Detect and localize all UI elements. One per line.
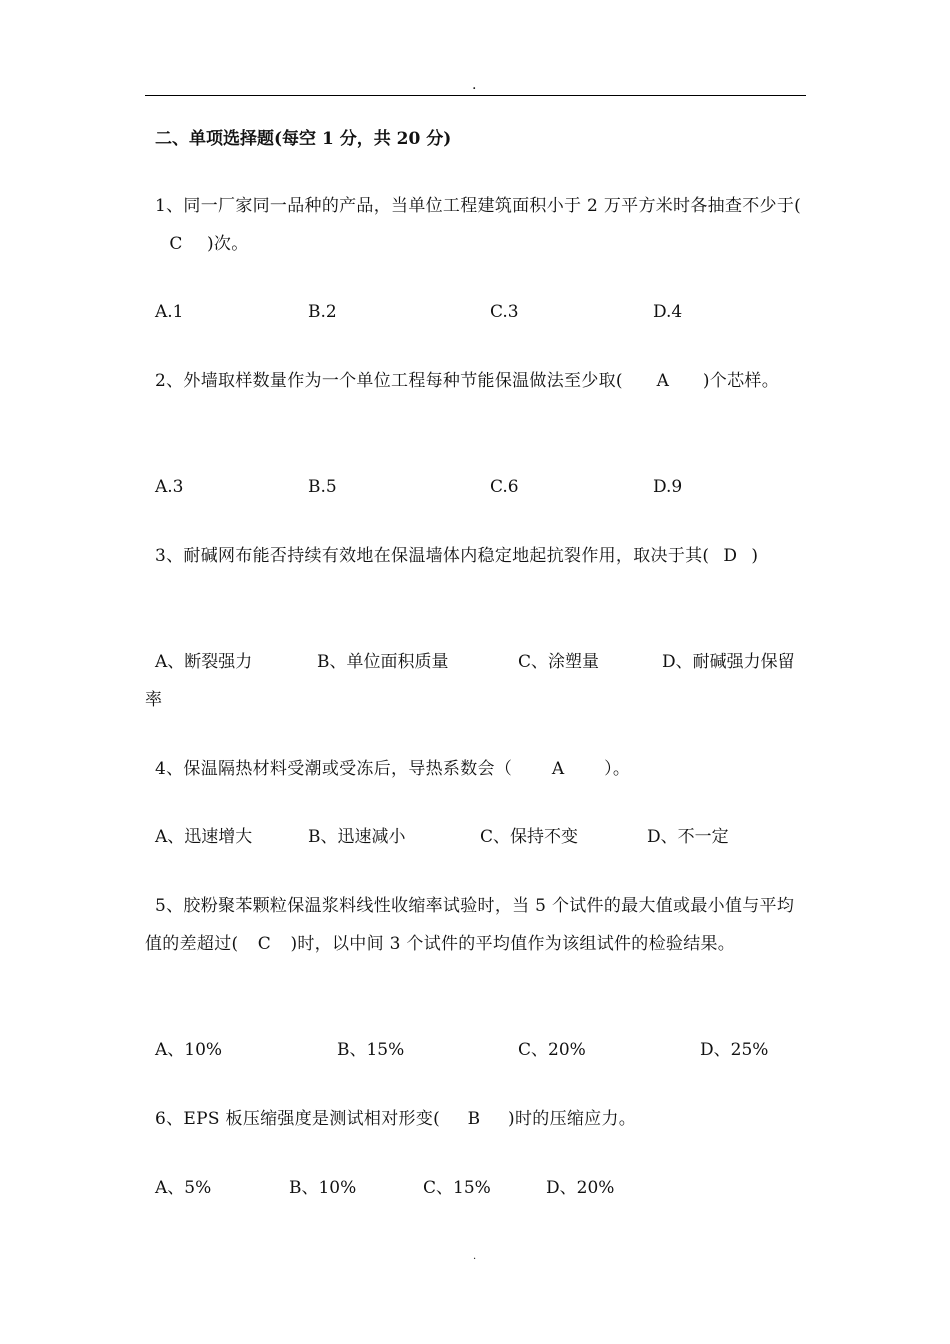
question-5 [145,887,807,963]
question-5-options [145,1031,807,1069]
option-b: B.2 [308,302,337,322]
option-c: C、保持不变 [480,827,579,847]
question-1 [145,187,807,263]
option-d: D、20% [546,1178,615,1198]
question-6-options [145,1169,807,1207]
question-4-answer: A [551,759,565,779]
option-a: A、10% [155,1040,223,1060]
option-c: C、15% [423,1178,491,1198]
option-d: D.4 [653,302,683,322]
question-6-answer: B [467,1109,481,1129]
option-c: C.3 [490,302,519,322]
question-5-stem: 5、胶粉聚苯颗粒保温浆料线性收缩率试验时，当 5 个试件的最大值或最小值与平均值的差超过( [145,896,795,954]
option-b: B、10% [289,1178,357,1198]
question-5-stem-end: )时，以中间 3 个试件的平均值作为该组试件的检验结果。 [290,934,736,954]
question-6-stem: 6、EPS 板压缩强度是测试相对形变( [155,1109,441,1129]
question-1-stem: 1、同一厂家同一品种的产品，当单位工程建筑面积小于 2 万平方米时各抽查不少于( [155,196,802,216]
question-1-stem-end: )次。 [207,234,249,254]
question-5-answer: C [257,934,272,954]
option-b: B.5 [308,477,337,497]
option-b: B、单位面积质量 [317,652,449,672]
option-a: A、断裂强力 [155,652,253,672]
question-2-stem: 2、外墙取样数量作为一个单位工程每种节能保温做法至少取( [155,371,623,391]
question-3-options [145,643,807,681]
option-c: C、20% [518,1040,586,1060]
footer-dot: . [473,1251,477,1262]
option-a: A、5% [155,1178,212,1198]
option-b: B、15% [337,1040,405,1060]
option-a: A.3 [155,477,184,497]
question-6 [145,1100,807,1138]
question-2-options [145,468,807,506]
question-4-stem: 4、保温隔热材料受潮或受冻后，导热系数会（ [155,759,513,779]
question-1-options [145,293,807,331]
section-title: 二、单项选择题(每空 1 分，共 20 分) [155,129,452,149]
option-a: A、迅速增大 [155,827,253,847]
question-4 [145,750,807,788]
option-d: D、不一定 [647,827,729,847]
header-rule [145,95,806,96]
option-c: C、涂塑量 [518,652,600,672]
option-a: A.1 [155,302,184,322]
option-d: D、25% [700,1040,769,1060]
question-2-answer: A [656,371,670,391]
question-3-stem-end: ) [751,546,759,566]
question-3 [145,537,807,575]
question-2 [145,362,807,400]
option-b: B、迅速减小 [308,827,406,847]
question-3-answer: D [723,546,738,566]
question-3-stem: 3、耐碱网布能否持续有效地在保温墙体内稳定地起抗裂作用，取决于其( [155,546,710,566]
question-6-stem-end: )时的压缩应力。 [508,1109,637,1129]
question-2-stem-end: )个芯样。 [702,371,779,391]
option-d: D、耐碱强力保留 [662,652,795,672]
question-3-options-tail: 率 [145,690,162,710]
header-dot: . [472,77,477,93]
option-c: C.6 [490,477,519,497]
question-4-options [145,818,807,856]
question-1-answer: C [169,234,183,254]
question-4-stem-end: ）。 [604,759,631,779]
option-d: D.9 [653,477,683,497]
